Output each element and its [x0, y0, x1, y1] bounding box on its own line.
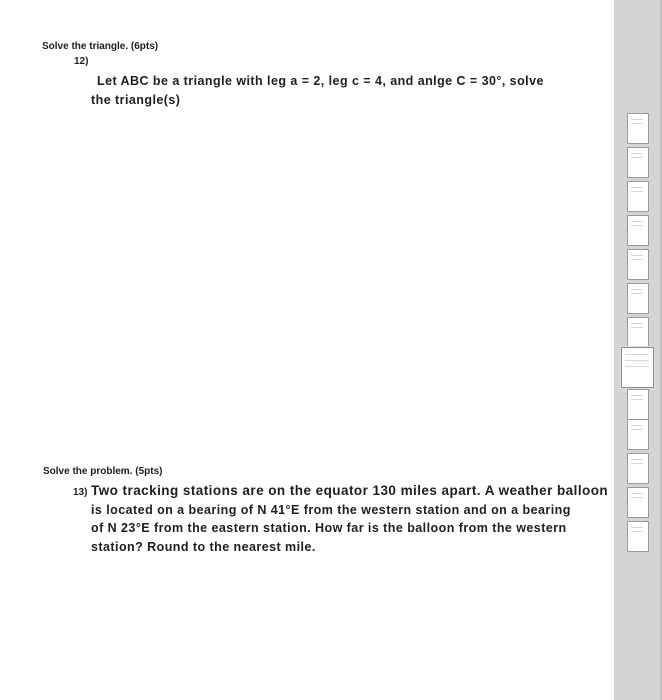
thumbnail-text-line	[631, 493, 643, 494]
thumbnail-text-line	[625, 360, 649, 361]
thumbnail-text-line	[631, 395, 643, 396]
thumbnail-text-line	[625, 366, 649, 367]
page-thumbnail[interactable]	[621, 347, 654, 388]
problem-12-line-2: the triangle(s)	[91, 92, 181, 107]
page-thumbnail[interactable]	[627, 521, 649, 552]
page-thumbnail[interactable]	[627, 181, 649, 212]
thumbnail-text-line	[625, 354, 649, 355]
thumbnail-text-line	[631, 289, 643, 290]
problem-13-text	[91, 482, 608, 556]
thumbnail-text-line	[631, 157, 643, 158]
problem-13-line-1: Two tracking stations are on the equator 130 miles apart. A weather balloon	[91, 483, 609, 498]
problem-12-heading: Solve the triangle. (6pts)	[42, 41, 159, 52]
thumbnail-text-line	[631, 221, 643, 222]
thumbnail-text-line	[631, 293, 643, 294]
page-thumbnail[interactable]	[627, 249, 649, 280]
thumbnail-text-line	[631, 531, 643, 532]
thumbnail-text-line	[631, 425, 643, 426]
problem-12-line-1: Let ABC be a triangle with leg a = 2, leg c = 4, and anlge C = 30°, solve	[97, 74, 544, 88]
thumbnail-text-line	[631, 153, 643, 154]
problem-12-text	[91, 72, 544, 109]
thumbnail-text-line	[631, 497, 643, 498]
problem-13-heading: Solve the problem. (5pts)	[43, 466, 163, 477]
thumbnail-text-line	[631, 259, 643, 260]
page-thumbnail[interactable]	[627, 453, 649, 484]
problem-13-line-4: station? Round to the nearest mile.	[91, 539, 316, 554]
thumbnail-text-line	[631, 459, 643, 460]
thumbnail-text-line	[631, 429, 643, 430]
thumbnail-text-line	[631, 123, 643, 124]
thumbnail-text-line	[631, 399, 643, 400]
thumbnail-text-line	[631, 225, 643, 226]
thumbnail-text-line	[631, 187, 643, 188]
page-thumbnail[interactable]	[627, 487, 649, 518]
page-thumbnail[interactable]	[627, 389, 649, 420]
problem-13-line-3: of N 23°E from the eastern station. How far is the balloon from the western	[91, 521, 567, 535]
problem-13-line-2: is located on a bearing of N 41°E from the western station and on a bearing	[91, 502, 571, 517]
page-thumbnail[interactable]	[627, 113, 649, 144]
page-thumbnail[interactable]	[627, 419, 649, 450]
thumbnail-text-line	[631, 119, 643, 120]
page-thumbnail[interactable]	[627, 147, 649, 178]
thumbnail-text-line	[631, 255, 643, 256]
thumbnail-text-line	[631, 191, 643, 192]
page-thumbnail[interactable]	[627, 215, 649, 246]
thumbnail-text-line	[631, 323, 643, 324]
page-thumbnail[interactable]	[627, 317, 649, 348]
page-thumbnail[interactable]	[627, 283, 649, 314]
problem-13-number: 13)	[73, 487, 88, 498]
thumbnail-text-line	[631, 527, 643, 528]
thumbnail-text-line	[631, 327, 643, 328]
thumbnail-text-line	[631, 463, 643, 464]
problem-12-number: 12)	[74, 56, 89, 67]
